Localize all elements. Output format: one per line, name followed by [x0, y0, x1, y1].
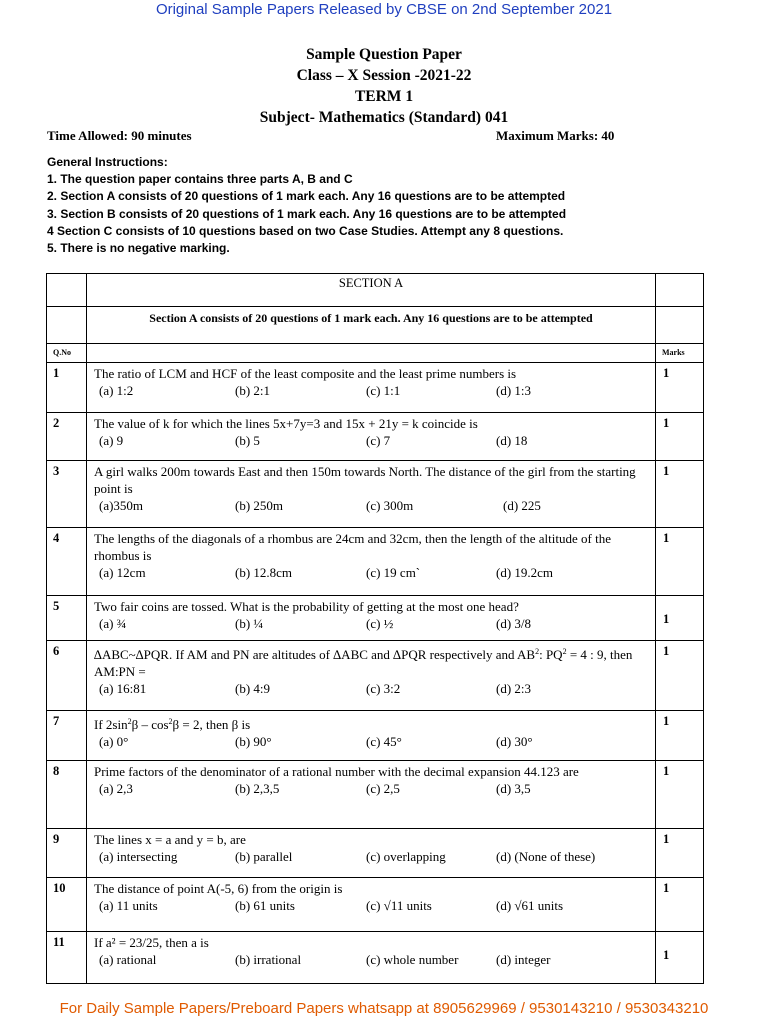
options-row — [99, 382, 655, 399]
question-number: 4 — [47, 528, 87, 596]
question-marks: 1 — [656, 829, 704, 878]
question-marks: 1 — [656, 413, 704, 461]
option-b: (b) 5 — [235, 433, 260, 448]
question-marks: 1 — [656, 596, 704, 641]
table-row — [47, 461, 704, 528]
question-marks: 1 — [656, 528, 704, 596]
instruction-item: 1. The question paper contains three parts A, B and C — [47, 172, 353, 187]
question-number: 3 — [47, 461, 87, 528]
option-c: (c) 2,5 — [366, 781, 400, 796]
option-b: (b) 4:9 — [235, 681, 271, 696]
bottom-banner: For Daily Sample Papers/Preboard Papers whatsapp at 8905629969 / 9530143210 / 9530343210 — [59, 1000, 709, 1017]
option-d: (d) 2:3 — [496, 681, 532, 696]
option-d: (d) 225 — [503, 498, 541, 513]
options-row — [99, 897, 655, 914]
instruction-item: 4 Section C consists of 10 questions based on two Case Studies. Attempt any 8 questions. — [47, 223, 564, 238]
option-c: (c) √11 units — [366, 898, 432, 913]
marks-header: Marks — [656, 344, 704, 363]
top-banner: Original Sample Papers Released by CBSE on 2nd September 2021 — [155, 1, 613, 18]
paper-header — [0, 44, 768, 128]
question-number: 5 — [47, 596, 87, 641]
question-marks: 1 — [656, 932, 704, 984]
option-a: (a) ¾ — [99, 616, 127, 631]
options-row — [99, 497, 655, 514]
option-c: (c) ½ — [366, 616, 394, 631]
table-row — [47, 932, 704, 984]
option-b: (b) 61 units — [235, 898, 295, 913]
question-text: If $2\sin^2\beta - \cos^2\beta = 2$, then β is — [94, 717, 251, 732]
question-marks: 1 — [656, 363, 704, 413]
table-row — [47, 878, 704, 932]
question-number: 7 — [47, 711, 87, 761]
question-text: If a² = 23/25, then a is — [94, 935, 209, 950]
question-number: 6 — [47, 641, 87, 711]
option-c: (c) 7 — [366, 433, 391, 448]
question-text: Prime factors of the denominator of a rational number with the decimal expansion 44.123 are — [94, 764, 579, 779]
general-instructions — [47, 154, 727, 257]
option-b: (b) 90° — [235, 734, 272, 749]
question-text: Two fair coins are tossed. What is the probability of getting at the most one head? — [94, 599, 519, 614]
instruction-item: 5. There is no negative marking. — [47, 241, 230, 256]
question-number: 11 — [47, 932, 87, 984]
instruction-item: 2. Section A consists of 20 questions of 1 mark each. Any 16 questions are to be attempted — [47, 189, 566, 204]
table-row — [47, 829, 704, 878]
option-c: (c) whole number — [366, 952, 459, 967]
options-row — [99, 564, 655, 581]
option-d: (d) 3,5 — [496, 781, 531, 796]
option-b: (b) 12.8cm — [235, 565, 293, 580]
table-row — [47, 641, 704, 711]
question-number: 2 — [47, 413, 87, 461]
option-d: (d) 19.2cm — [496, 565, 554, 580]
option-a: (a) 0° — [99, 734, 129, 749]
question-text: The distance of point A(-5, 6) from the origin is — [94, 881, 343, 896]
option-d: (d) 30° — [496, 734, 533, 749]
table-row — [47, 761, 704, 829]
option-a: (a) 9 — [99, 433, 124, 448]
question-number: 10 — [47, 878, 87, 932]
instructions-heading: General Instructions: — [47, 155, 168, 169]
qno-header: Q.No — [47, 344, 87, 363]
option-a: (a) 12cm — [99, 565, 146, 580]
question-table — [46, 273, 704, 984]
question-marks: 1 — [656, 641, 704, 711]
table-header-row — [47, 344, 704, 363]
options-row — [99, 951, 655, 968]
question-text: The value of k for which the lines 5x+7y=3 and 15x + 21y = k coincide is — [94, 416, 478, 431]
options-row — [99, 680, 655, 697]
option-d: (d) 1:3 — [496, 383, 532, 398]
option-d: (d) √61 units — [496, 898, 564, 913]
option-c: (c) 19 cm` — [366, 565, 421, 580]
option-b: (b) parallel — [235, 849, 293, 864]
time-allowed: Time Allowed: 90 minutes — [47, 128, 192, 143]
option-d: (d) 3/8 — [496, 616, 532, 631]
option-c: (c) overlapping — [366, 849, 446, 864]
option-b: (b) 250m — [235, 498, 284, 513]
question-text: The lines x = a and y = b, are — [94, 832, 246, 847]
options-row — [99, 780, 655, 797]
section-title: SECTION A — [87, 274, 656, 307]
option-a: (a) 1:2 — [99, 383, 134, 398]
option-b: (b) ¼ — [235, 616, 264, 631]
option-b: (b) 2:1 — [235, 383, 271, 398]
table-row — [47, 413, 704, 461]
question-text: The ratio of LCM and HCF of the least composite and the least prime numbers is — [94, 366, 517, 381]
option-a: (a) rational — [99, 952, 157, 967]
option-d: (d) integer — [496, 952, 551, 967]
table-row — [47, 363, 704, 413]
option-c: (c) 45° — [366, 734, 402, 749]
option-d: (d) 18 — [496, 433, 528, 448]
option-c: (c) 1:1 — [366, 383, 401, 398]
section-subtitle: Section A consists of 20 questions of 1 mark each. Any 16 questions are to be attempted — [87, 307, 656, 344]
question-marks: 1 — [656, 878, 704, 932]
term-label: TERM 1 — [354, 88, 414, 105]
options-row — [99, 848, 655, 865]
question-marks: 1 — [656, 761, 704, 829]
question-marks: 1 — [656, 711, 704, 761]
option-a: (a) 11 units — [99, 898, 158, 913]
question-text: ∆ABC~∆PQR. If AM and PN are altitudes of ∆ABC and ∆PQR respectively and $AB^2$: $PQ^2 = 4$ : 9, then AM:PN = — [94, 647, 633, 679]
paper-title: Sample Question Paper — [306, 46, 462, 63]
maximum-marks: Maximum Marks: 40 — [496, 128, 615, 143]
options-row — [99, 615, 655, 632]
option-a: (a)350m — [99, 498, 144, 513]
question-text: A girl walks 200m towards East and then 150m towards North. The distance of the girl from the starting point is — [94, 464, 636, 496]
question-text: The lengths of the diagonals of a rhombus are 24cm and 32cm, then the length of the altitude of the rhombus is — [94, 531, 611, 563]
question-marks: 1 — [656, 461, 704, 528]
subject-label: Subject- Mathematics (Standard) 041 — [259, 109, 509, 126]
option-c: (c) 3:2 — [366, 681, 401, 696]
option-a: (a) 16:81 — [99, 681, 147, 696]
option-b: (b) 2,3,5 — [235, 781, 280, 796]
options-row — [99, 733, 655, 750]
table-row — [47, 711, 704, 761]
options-row — [99, 432, 655, 449]
question-number: 9 — [47, 829, 87, 878]
option-a: (a) 2,3 — [99, 781, 133, 796]
instruction-item: 3. Section B consists of 20 questions of 1 mark each. Any 16 questions are to be attempted — [47, 206, 567, 221]
option-d: (d) (None of these) — [496, 849, 596, 864]
option-b: (b) irrational — [235, 952, 302, 967]
option-c: (c) 300m — [366, 498, 414, 513]
option-a: (a) intersecting — [99, 849, 178, 864]
class-session: Class – X Session -2021-22 — [296, 67, 472, 84]
question-number: 8 — [47, 761, 87, 829]
question-number: 1 — [47, 363, 87, 413]
table-row — [47, 528, 704, 596]
table-row — [47, 596, 704, 641]
